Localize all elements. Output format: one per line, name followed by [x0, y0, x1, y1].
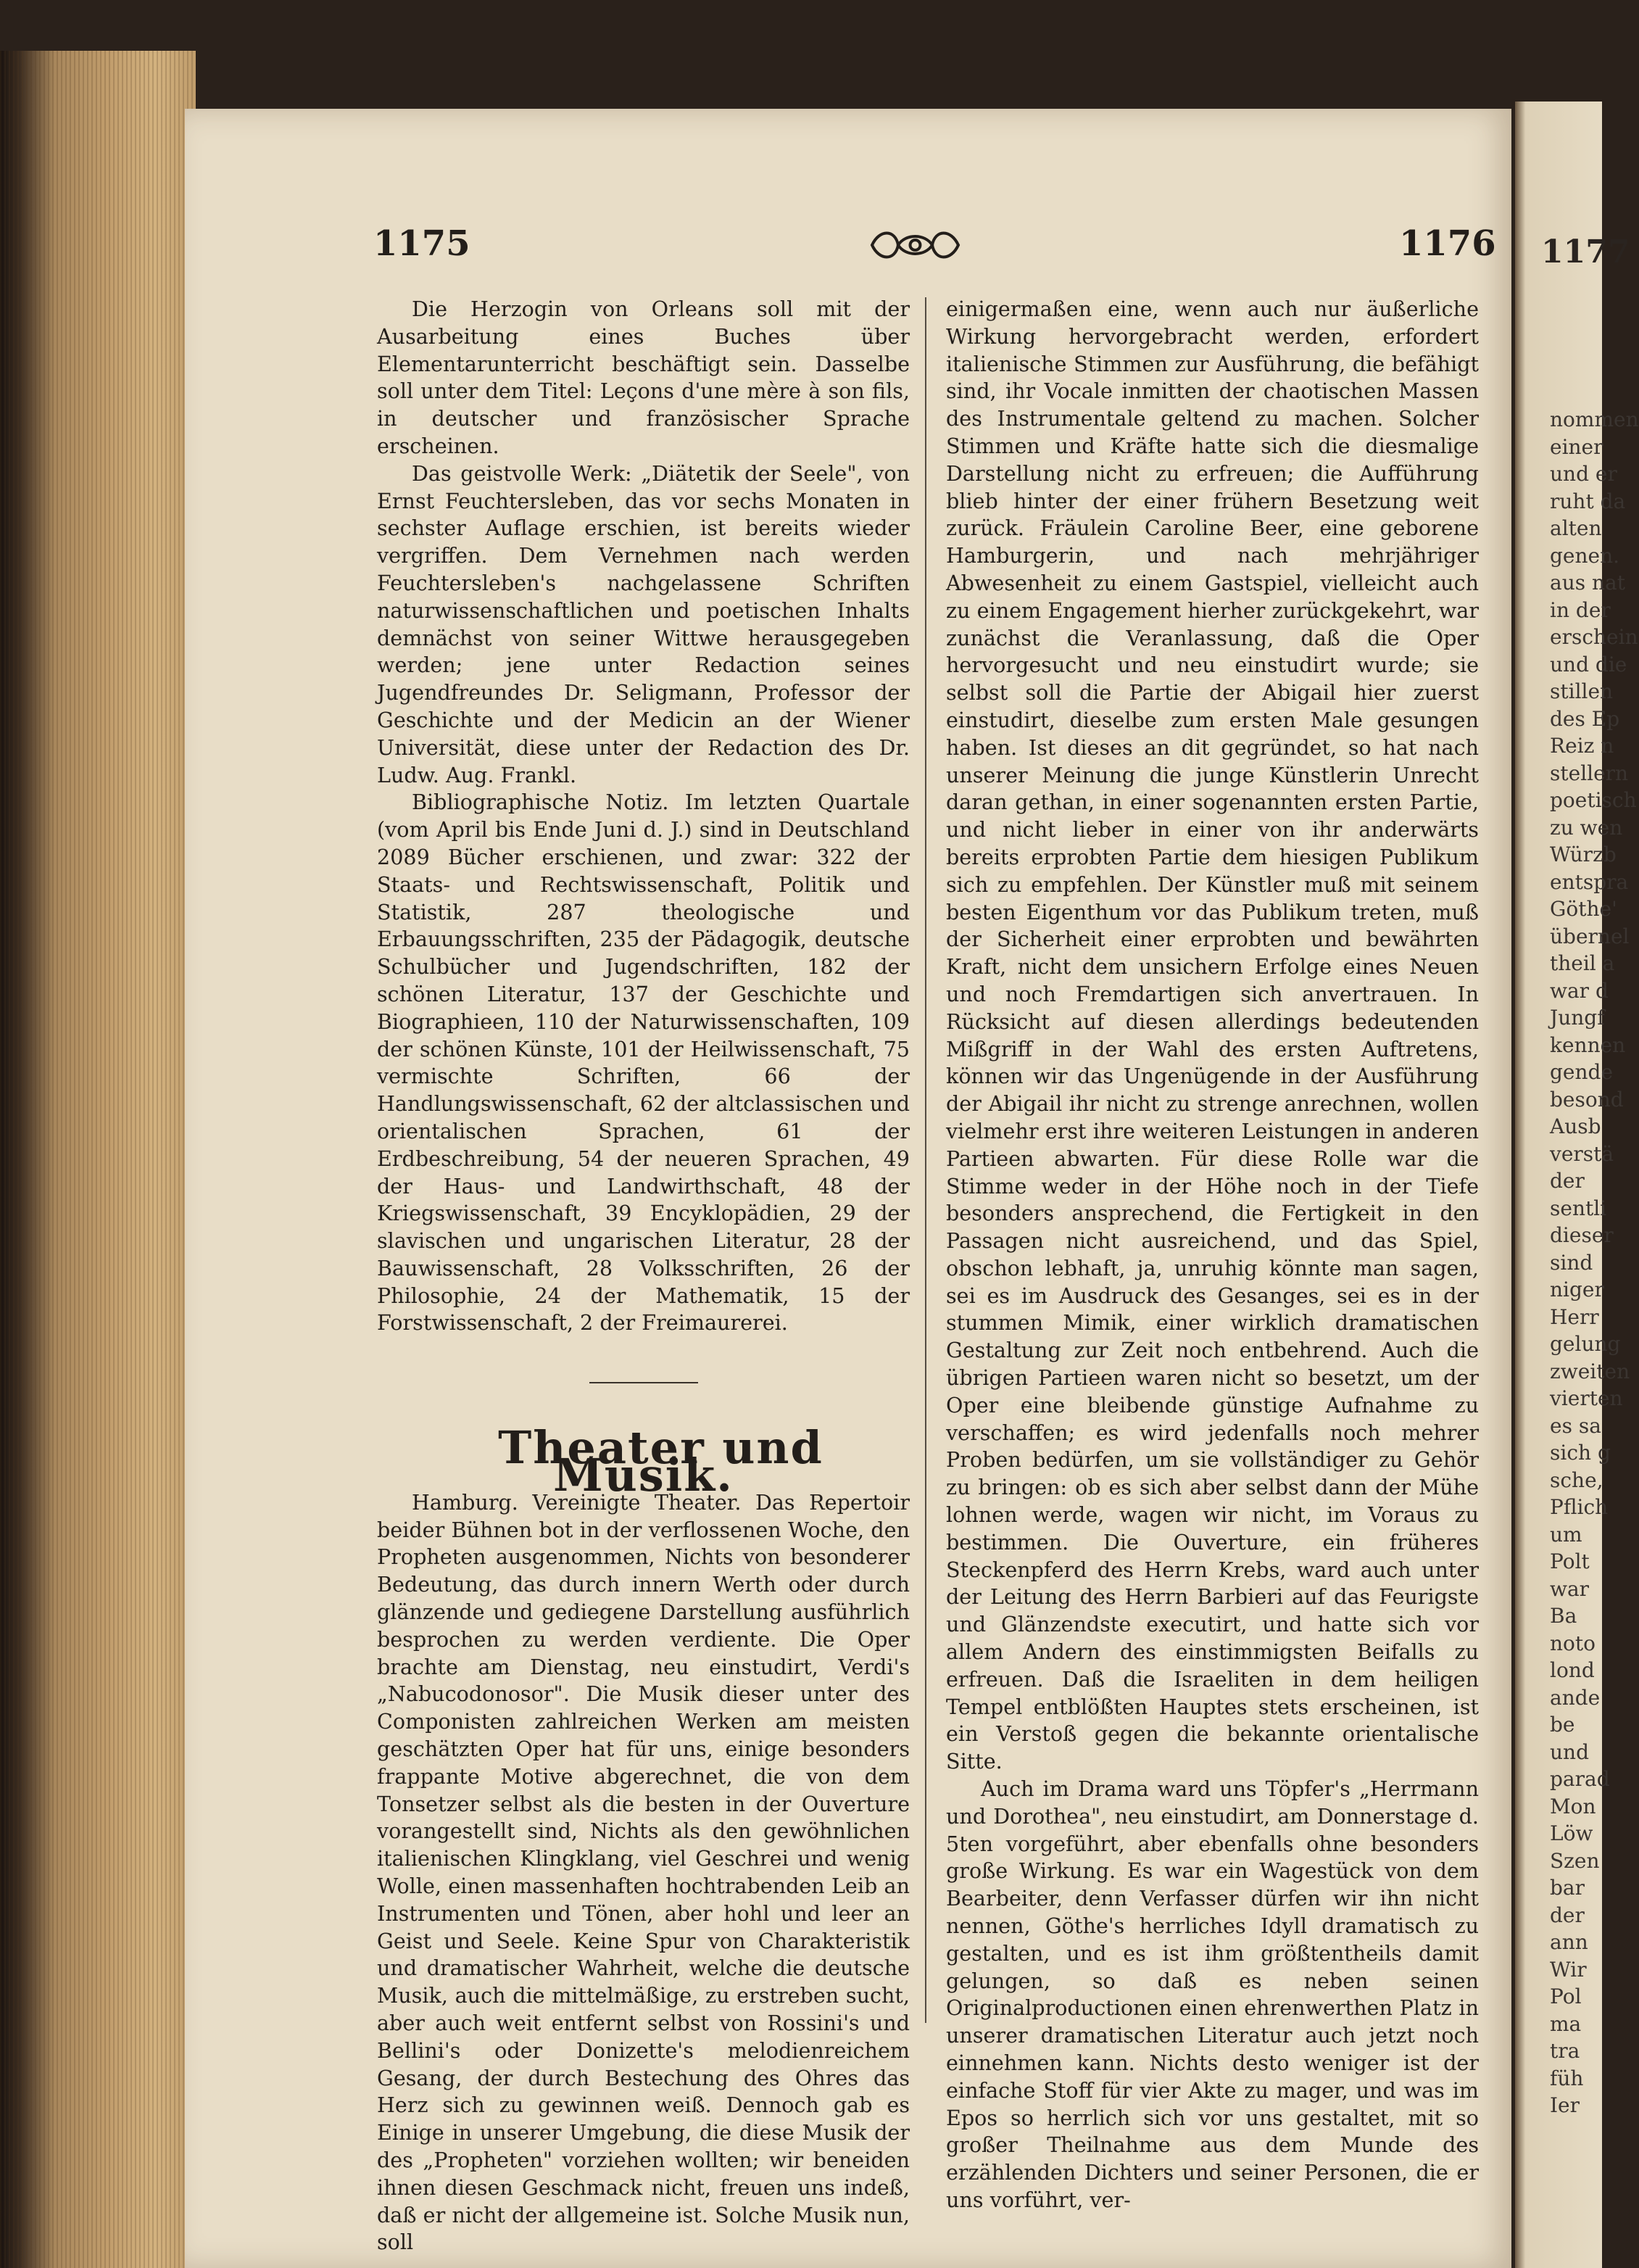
left-column: [377, 296, 910, 2256]
section-title: Theater und Musik.: [498, 1421, 823, 1502]
article-hamburg: Hamburg. Vereinigte Theater. Das Repertoir beider Bühnen bot in der verflossenen Woche, den Propheten ausgenommen, Nichts von besonderer Bedeutung, das durch innern Werth oder durch glänzende und gediegene Darstellung ausführlich besprochen zu werden verdiente. Die Oper brachte am Dienstag, neu einstudirt, Verdi's „Nabucodonosor". Die Musik dieser unter des Componisten zahlreichen Werken am meisten geschätzten Oper hat für uns, einige besonders frappante Motive abgerechnet, die von dem Tonsetzer selbst als die besten in der Ouverture vorangestellt sind, Nichts als den gewöhnlichen italienischen Klingklang, viel Geschrei und wenig Wolle, einen massenhaften hochtrabenden Leib an Instrumenten und Tönen, aber hohl und leer an Geist und Seele. Keine Spur von Charakteristik und dramatischer Wahrheit, welche die deutsche Musik, auch die mittelmäßige, zu erstreben sucht, aber auch weit entfernt selbst von Rossini's und Bellini's oder Donizette's melodienreichem Gesang, der durch Bestechung des Ohres das Herz sich zu gewinnen weiß. Dennoch gab es Einige in unserer Umgebung, die diese Musik der des „Propheten" vorziehen wollten; wir beneiden ihnen diesen Geschmack nicht, freuen uns indeß, daß er nicht der allgemeine ist. Solche Musik nun, soll: [377, 1489, 910, 2255]
book-page-edges: [0, 51, 196, 2268]
article-drama: Auch im Drama ward uns Töpfer's „Herrmann und Dorothea", neu einstudirt, am Donnerstage d. 5ten vorgeführt, aber ebenfalls ohne besonders große Wirkung. Es war ein Wagestück von dem Bearbeiter, denn Verfasser dürfen wir ihn nicht nennen, Göthe's herrliches Idyll dramatisch zu gestalten, und es ist ihm größtentheils damit gelungen, so daß es neben seinen Originalproductionen einen ehrenwerthen Platz in unserer dramatischen Literatur auch jetzt noch einnehmen kann. Nichts desto weniger ist der einfache Stoff für vier Akte zu mager, und was im Epos so herrlich sich vor uns gestaltet, mit so großer Theilnahme aus dem Munde des erzählenden Dichters und seiner Personen, die er uns vorführt, ver-: [946, 1776, 1479, 2212]
notice-feuchtersleben: Das geistvolle Werk: „Diätetik der Seele", von Ernst Feuchtersleben, das vor sechs Monaten in sechster Auflage erschien, ist bereits wieder vergriffen. Dem Vernehmen nach werden Feuchtersleben's nachgelassene Schriften naturwissenschaftlichen und poetischen Inhalts demnächst von seiner Wittwe herausgegeben werden; jene unter Redaction seines Jugendfreundes Dr. Seligmann, Professor der Geschichte und der Medicin an der Wiener Universität, diese unter der Redaction des Dr. Ludw. Aug. Frankl.: [377, 460, 910, 787]
right-page-number: 1176: [1399, 223, 1496, 264]
next-page-strip: [1515, 102, 1639, 2268]
header-ornament-icon: [866, 223, 964, 267]
column-divider: [925, 297, 926, 2023]
section-separator: [589, 1382, 698, 1383]
next-page-text-fragment: nommen einer und er ruht da alten genen. aus nat in der erschein und die stillen des Ep Reiz n stellern poetisch zu wen Würzb entspra Göthe' übernel theil a war d Jungf kennen gende besond Ausb verstä der sentli dieser sind niger Herr gelung zweiten vierten es sa sich g sche, Pflich um Polt war Ba noto lond ande be und parad Mon Löw Szen bar der ann Wir Pol ma tra füh Ier: [1550, 407, 1639, 2117]
notice-bibliography: Bibliographische Notiz. Im letzten Quartale (vom April bis Ende Juni d. J.) sind in Deutschland 2089 Bücher erschienen, und zwar: 322 der Staats- und Rechtswissenschaft, Politik und Statistik, 287 theologische und Erbauungsschriften, 235 der Pädagogik, deutsche Schulbücher und Jugendschriften, 182 der schönen Literatur, 137 der Geschichte und Biographieen, 110 der Naturwissenschaften, 109 der schönen Künste, 101 der Heilwissenschaft, 75 vermischte Schriften, 66 der Handlungswissenschaft, 62 der altclassischen und orientalischen Sprachen, 61 der Erdbeschreibung, 54 der neueren Sprachen, 49 der Haus- und Landwirthschaft, 48 der Kriegswissenschaft, 39 Encyklopädien, 29 der slavischen und ungarischen Literatur, 28 der Bauwissenschaft, 28 Volksschriften, 26 der Philosophie, 24 der Mathematik, 15 der Forstwissenschaft, 2 der Freimaurerei.: [377, 790, 910, 1336]
article-continued: einigermaßen eine, wenn auch nur äußerliche Wirkung hervorgebracht werden, erfordert italienische Stimmen zur Ausführung, die befähigt sind, ihr Vocale inmitten der chaotischen Massen des Instrumentale geltend zu machen. Solcher Stimmen und Kräfte hatte sich die diesmalige Darstellung nicht zu erfreuen; die Aufführung blieb hinter der einer frühern Besetzung weit zurück. Fräulein Caroline Beer, eine geborene Hamburgerin, und nach mehrjähriger Abwesenheit zu einem Gastspiel, vielleicht auch zu einem Engagement hierher zurückgekehrt, war zunächst die Veranlassung, daß die Oper hervorgesucht und neu einstudirt wurde; sie selbst soll die Partie der Abigail hier zuerst einstudirt, dieselbe zum ersten Male gesungen haben. Ist dieses an dit gegründet, so hat nach unserer Meinung die junge Künstlerin Unrecht daran gethan, in einer sogenannten ersten Partie, und nicht lieber in einer von ihr anderwärts bereits erprobten Partie dem hiesigen Publikum sich zu empfehlen. Der Künstler muß mit seinem besten Eigenthum vor das Publikum treten, muß der Sicherheit einer erprobten und bewährten Kraft, nicht dem unsichern Erfolge eines Neuen und noch Fremdartigen sich anvertrauen. In Rücksicht auf diesen allerdings bedeutenden Mißgriff in der Wahl des ersten Auftretens, können wir das Ungenügende in der Ausführung der Abigail ihr nicht zu strenge anrechnen, wollen vielmehr erst ihre weiteren Leistungen in anderen Partieen abwarten. Für diese Rolle war die Stimme weder in der Höhe noch in der Tiefe besonders ansprechend, die Fertigkeit in den Passagen nicht ausreichend, und das Spiel, obschon lebhaft, ja, unruhig könnte man sagen, sei es im Ausdruck des Gesanges, sei es in der stummen Mimik, einer wirklich dramatischen Gestaltung zur Zeit noch entbehrend. Auch die übrigen Partieen waren nicht so besetzt, um der Oper eine bleibende günstige Aufnahme zu verschaffen; es wird jedenfalls noch mehrer Proben bedürfen, um sie vollständiger zu Gehör zu bringen: ob es sich aber selbst dann der Mühe lohnen werde, wagen wir nicht, im Voraus zu bestimmen. Die Ouverture, ein früheres Steckenpferd des Herrn Krebs, ward auch unter der Leitung des Herrn Barbieri auf das Feurigste und Glänzendste executirt, und hatte sich vor allem Andern des einstimmigsten Beifalls zu erfreuen. Daß die Israeliten in dem heiligen Tempel entblößten Hauptes stets erscheinen, ist ein Verstoß gegen die bekannte orientalische Sitte.: [946, 297, 1479, 1774]
right-column: [946, 296, 1479, 2214]
next-page-number: 1177: [1541, 233, 1630, 270]
left-page-number: 1175: [373, 223, 470, 264]
notice-orleans: Die Herzogin von Orleans soll mit der Ausarbeitung eines Buches über Elementarunterricht beschäftigt sein. Dasselbe soll unter dem Titel: Leçons d'une mère à son fils, in deutscher und französischer Sprache erscheinen.: [377, 297, 910, 458]
